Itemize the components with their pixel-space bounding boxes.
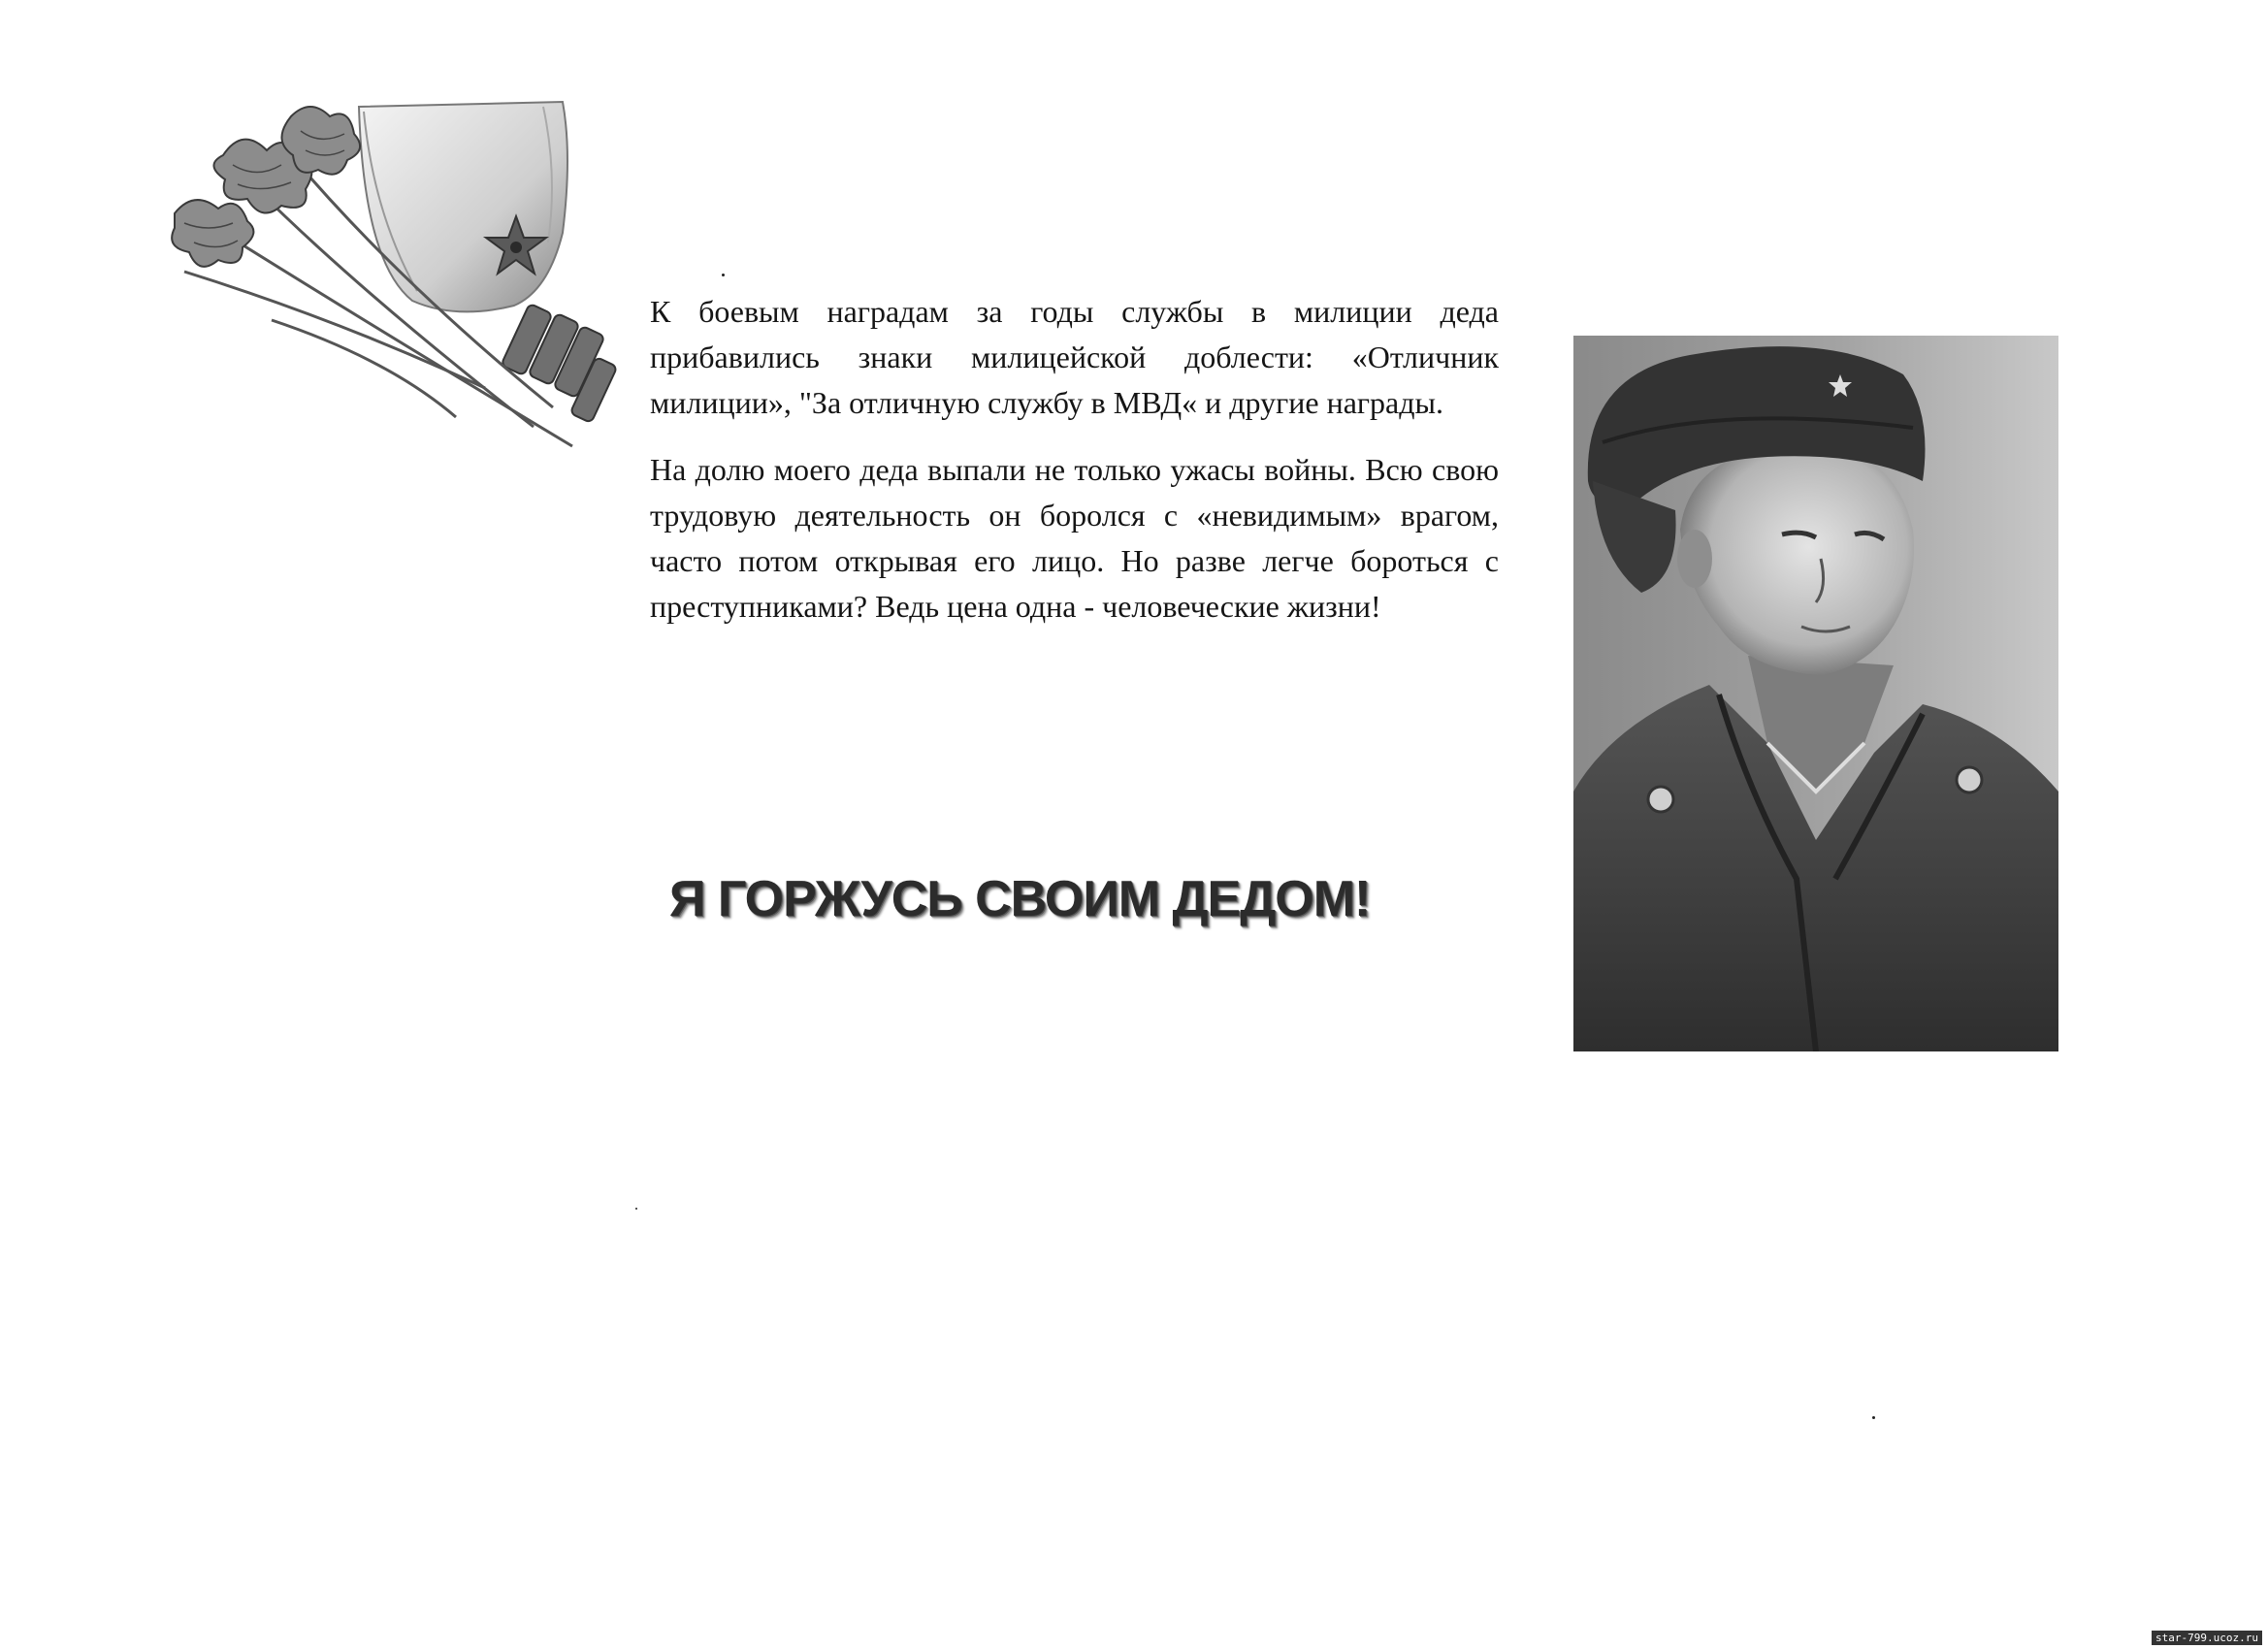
carnations-cap-illustration [165, 97, 631, 466]
headline: Я ГОРЖУСЬ СВОИМ ДЕДОМ! [669, 871, 1371, 927]
scan-speck [722, 274, 725, 276]
scan-speck [1872, 1416, 1875, 1419]
paragraph-career: На долю моего деда выпали не только ужасы войны. Всю свою трудовую деятельность он боролся с «невидимым» врагом, часто потом открывая его лицо. Но разве легче бороться с преступниками? Ведь цена одна - человеческие жизни! [650, 452, 1499, 624]
paragraph-awards: К боевым наградам за годы службы в милиции деда прибавились знаки милицейской доблести: «Отличник милиции», "За отличную службу в МВД« и другие награды. [650, 294, 1499, 420]
scan-speck [635, 1208, 637, 1210]
footer-url: star-799.ucoz.ru [2152, 1631, 2262, 1645]
portrait-photo [1573, 336, 2058, 1051]
body-text [650, 289, 1499, 651]
pilotka-cap-icon [359, 102, 567, 311]
cartridges-icon [501, 304, 617, 423]
carnation-flowers-icon [172, 107, 360, 267]
